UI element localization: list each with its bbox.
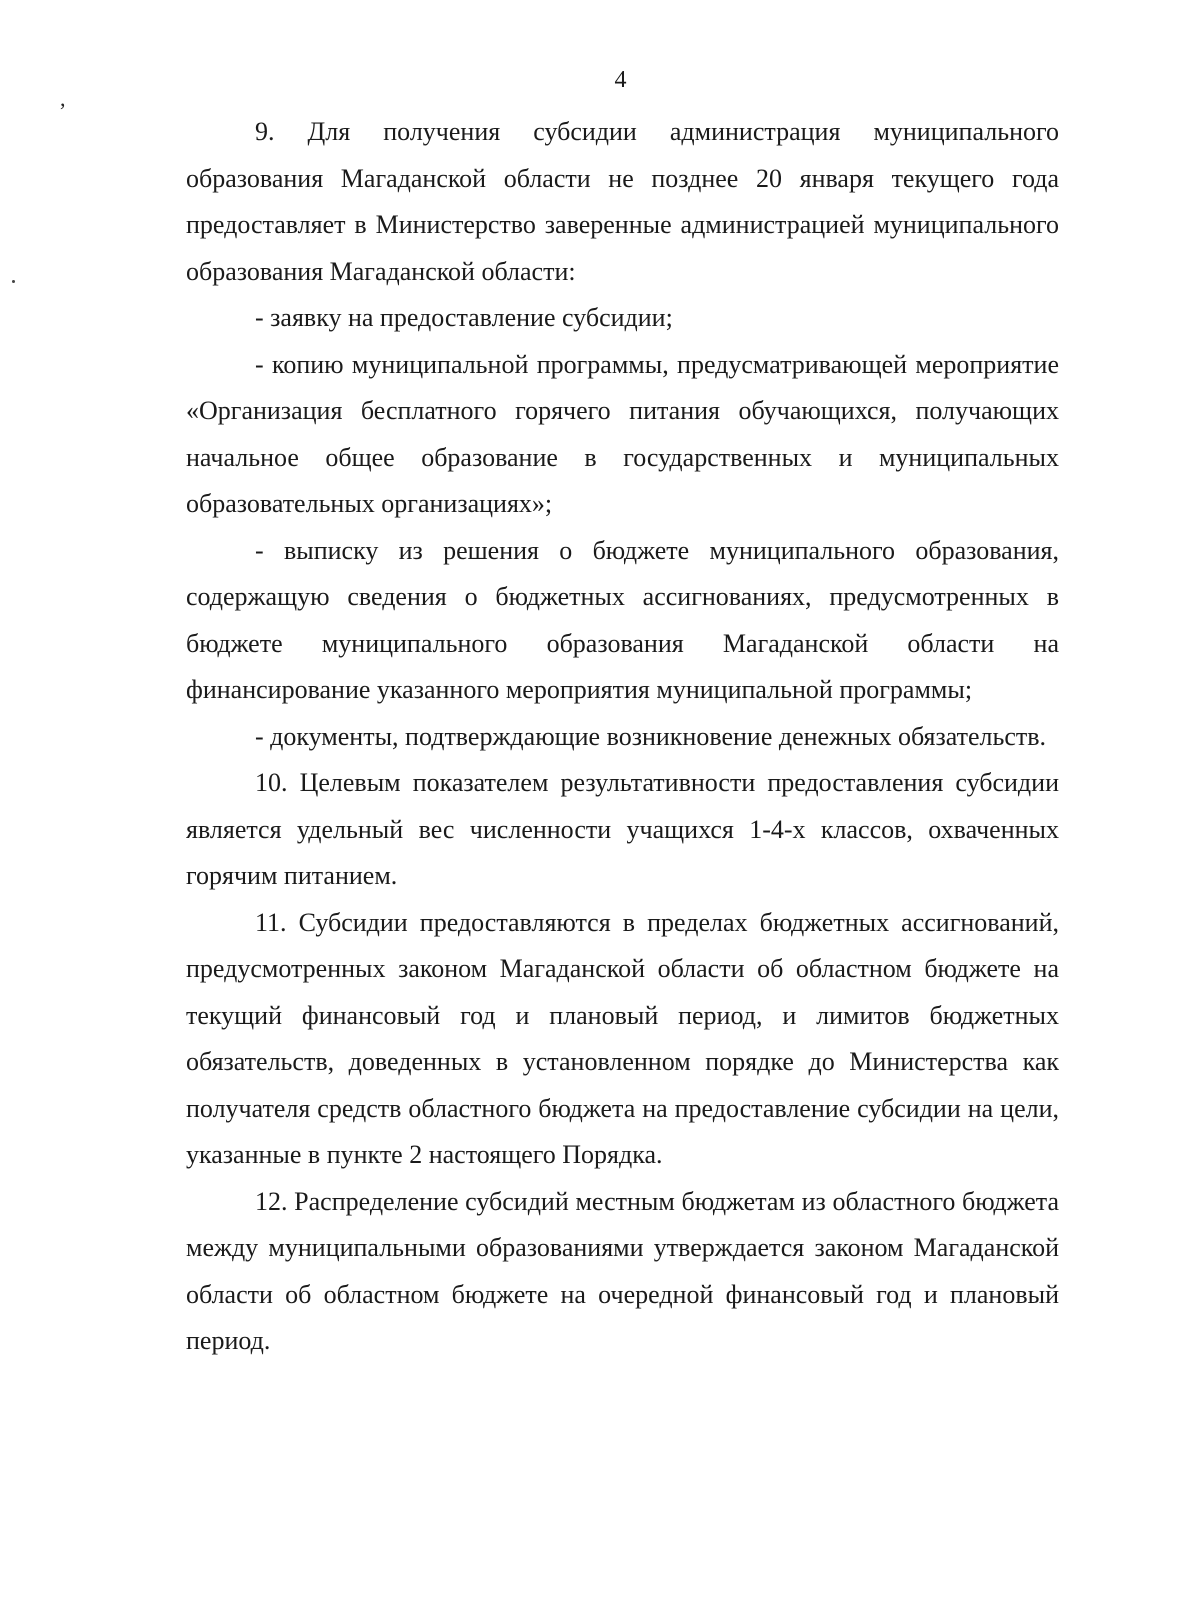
paragraph-9-item-application: - заявку на предоставление субсидии;: [255, 303, 673, 332]
paragraph-11: 11. Субсидии предоставляются в пределах бюджетных ассигнований, предусмотренных законом Магаданской области об областном бюджете на текущий финансовый год и плановый период, и лимитов бюджетных обязательств, доведенных в установленном порядке до Министерства как получателя средств областного бюджета на предоставление субсидии на цели, указанные в пункте 2 настоящего Порядка.: [186, 907, 1059, 1169]
margin-dot: [12, 280, 15, 283]
paragraph-9: 9. Для получения субсидии администрация муниципального образования Магаданской области не позднее 20 января текущего года предоставляет в Министерство заверенные администрацией муниципального образования Магаданской области:: [186, 117, 1059, 286]
paragraph-9-item-budget-extract: - выписку из решения о бюджете муниципального образования, содержащую сведения о бюджетных ассигнованиях, предусмотренных в бюджете муниципального образования Магаданской области на финансирование указанного мероприятия муниципальной программы;: [186, 535, 1059, 704]
paragraph-10: 10. Целевым показателем результативности предоставления субсидии является удельный вес численности учащихся 1-4-х классов, охваченных горячим питанием.: [186, 768, 1059, 890]
margin-mark: ,: [60, 86, 66, 111]
document-body: [186, 109, 1059, 1365]
paragraph-12: 12. Распределение субсидий местным бюджетам из областного бюджета между муниципальными образованиями утверждается законом Магаданской области об областном бюджете на очередной финансовый год и плановый период.: [186, 1186, 1059, 1355]
paragraph-9-item-program-copy: - копию муниципальной программы, предусматривающей мероприятие «Организация бесплатного горячего питания обучающихся, получающих начальное общее образование в государственных и муниципальных образовательных организациях»;: [186, 349, 1059, 518]
paragraph-9-item-documents: - документы, подтверждающие возникновение денежных обязательств.: [255, 721, 1047, 751]
page-number: 4: [614, 67, 627, 93]
